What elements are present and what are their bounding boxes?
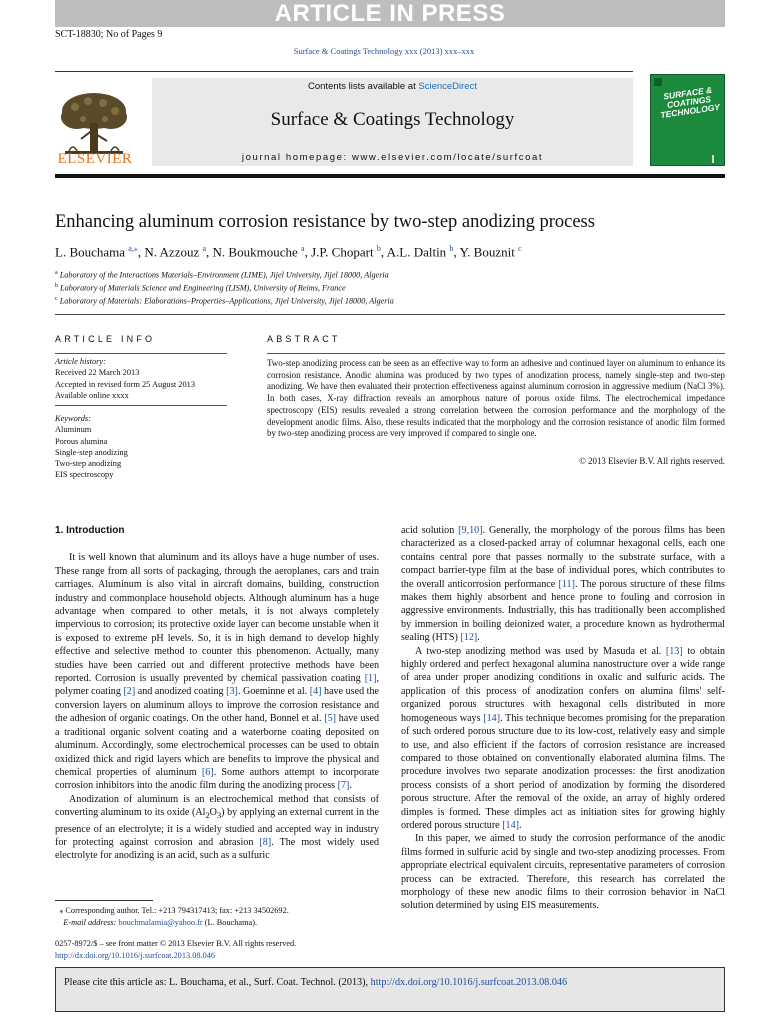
affiliation-text: Laboratory of Materials Science and Engineering (LISM), University of Reims, France (58, 283, 346, 293)
text-run: have used a traditional organic solvent coating and a waterborne coating deposited on aluminum. Accordingly, some electrochemical processes can be used to obtain oxidized thick and rigid layers which are benefits to improve the physical and chemical properties of aluminum (55, 713, 379, 778)
keyword-item: EIS spectroscopy (55, 470, 114, 480)
footnote-rule (55, 900, 153, 901)
affiliation-item (55, 268, 394, 281)
citation-link[interactable]: [14] (483, 712, 501, 724)
citation-link[interactable]: [9,10] (458, 525, 483, 536)
citation-link[interactable]: [7] (337, 780, 350, 792)
journal-reference (0, 46, 768, 56)
masthead-rule (55, 174, 725, 178)
citation-link[interactable]: [14] (502, 819, 520, 831)
text-run: ) by applying an external current in the presence of an electrolyte; it is a widely studied and accepted way in industry for protecting against corrosion and abrasion (55, 807, 379, 848)
article-info-rule (55, 353, 227, 354)
citation-link[interactable]: [4] (309, 686, 322, 698)
keyword-item: Porous alumina (55, 436, 108, 446)
author-name: N. Azzouz (144, 244, 200, 260)
author-name: J.P. Chopart (311, 244, 374, 260)
corresponding-author-footnote (55, 905, 289, 928)
text-run: acid solution (401, 525, 459, 536)
keyword-item: Aluminum (55, 425, 92, 435)
citation-link[interactable]: [1] (364, 673, 377, 685)
affiliation-text: Laboratory of Materials: Elaborations–Properties–Applications, Jijel University, Jijel 18000, Algeria (57, 297, 394, 307)
affiliation-text: Laboratory of the Interactions Materials–Environment (LIME), Jijel University, Jijel 18000, Algeria (57, 270, 389, 280)
text-run: . Generally, the morphology of the porous films has been characterized as a closed-packed array of columnar hexagonal cells, each one contains central pore that passes normally to the substrate surface, with a compact barrier-type film at the base of individual pores, which contributes to the overall anticorrosion performance (401, 525, 726, 590)
author-name: Y. Bouznit (459, 244, 515, 260)
issn-line: 0257-8972/$ – see front matter © 2013 Elsevier B.V. All rights reserved. (55, 939, 297, 948)
text-run: Anodization of aluminum is an electrochemical method that consists of converting aluminum to its oxide (Al (55, 793, 379, 819)
keyword-item: Two-step anodizing (55, 459, 122, 469)
author-name: L. Bouchama (55, 244, 126, 260)
citation-text: Please cite this article as: L. Bouchama, et al., Surf. Coat. Technol. (2013), (64, 977, 371, 988)
text-run: . The porous structure of these films makes them highly absorbent and hence prone to fouling and corrosion in aggressive environments. Industrially, this has traditionally been accomplished by immersion in boiling deionized water, a procedure known as hydrothermal sealing (HTS) (401, 578, 725, 644)
section-rule (55, 314, 725, 315)
contents-prefix: Contents lists available at (308, 81, 419, 92)
corresponding-line (55, 905, 289, 917)
author-affiliation-mark[interactable]: a (202, 244, 207, 253)
sciencedirect-link[interactable]: ScienceDirect (418, 81, 477, 92)
citation-link[interactable]: [6] (201, 766, 214, 778)
paragraph: In this paper, we aimed to study the corrosion performance of the anodic films formed in sulfuric acid by single and two-step anodizing processes. From appropriate electrical equivalent circuits, representative parameters of corrosion process can be extracted. Therefore, this research has correlated the morphology of these new anodic films to their corrosion behavior in NaCl solution determined by using EIS measurements. (401, 833, 725, 912)
history-label: Article history: (55, 357, 106, 366)
text-run: A two-step anodizing method was used by Masuda et al. (415, 645, 666, 657)
article-info-heading: ARTICLE INFO (55, 334, 156, 344)
citation-link[interactable]: [3] (226, 686, 238, 698)
contents-line (152, 81, 633, 92)
author-affiliation-mark[interactable]: a, (128, 244, 134, 253)
keywords-block (55, 413, 128, 481)
citation-link[interactable]: [2] (123, 686, 136, 698)
citation-link[interactable]: [8] (259, 836, 272, 848)
email-suffix: (L. Bouchama). (202, 917, 258, 927)
corresponding-author-mark[interactable]: ⁎ (133, 244, 138, 253)
text-run: . (349, 780, 352, 792)
citation-box (55, 967, 725, 1012)
article-id: SCT-18830; No of Pages 9 (55, 29, 163, 40)
journal-reference-link[interactable]: Surface & Coatings Technology xxx (2013) xxx–xxx (293, 46, 475, 56)
text-run: , polymer coating (55, 673, 379, 698)
journal-homepage[interactable]: journal homepage: www.elsevier.com/locate/surfcoat (241, 152, 544, 163)
online-date: Available online xxxx (55, 390, 129, 400)
abstract-text: Two-step anodizing process can be seen as an effective way to form an adhesive and continued layer on aluminum to enhance its corrosion resistance. Anodic alumina was produced by two types of anodization process, namely single-step and two-step anodizing. We have then evaluated their protection effectiveness against aluminum corrosion in aggressive medium (NaCl 3%). In both cases, X-ray diffraction reveals an amorphous nature of porous oxide films. The electrochemical impedance spectroscopy (EIS) results revealed a strong correlation between the corrosion performance and the morphology of the development anodic films. Also, these results indicated that the morphology and the corrosion resistance of anodic film formed by two-step anodizing process are very improved if compared to single one. (267, 358, 725, 439)
abstract-copyright: © 2013 Elsevier B.V. All rights reserved. (579, 456, 725, 466)
author-name: A.L. Daltin (386, 244, 447, 260)
banner-text: ARTICLE IN PRESS (274, 0, 506, 27)
article-title: Enhancing aluminum corrosion resistance by two-step anodizing process (55, 212, 595, 232)
section-heading-introduction: 1. Introduction (55, 525, 125, 536)
email-link[interactable]: bouchmalamia@yahoo.fr (118, 917, 203, 927)
author-affiliation-mark[interactable]: b (449, 244, 454, 253)
body-column-right (401, 524, 725, 913)
paragraph (401, 645, 725, 833)
affiliation-item (55, 281, 394, 294)
affiliation-mark: b (55, 283, 58, 290)
text-run: O (209, 807, 217, 819)
affiliation-item (55, 294, 394, 307)
keywords-label: Keywords: (55, 414, 91, 423)
email-label: E-mail address: (63, 917, 117, 927)
author-affiliation-mark[interactable]: b (376, 244, 381, 253)
paragraph (401, 524, 725, 645)
text-run: to obtain highly ordered and perfect hexagonal alumina nanostructure over a wide range of area under proper anodizing conditions in oxalic and sulfuric acids. The application of this process of anodization confers on alumina films' self-organized porous structures with hexagonal cells distributed in more homogeneous ways (401, 645, 725, 724)
email-line (55, 917, 289, 929)
article-history (55, 356, 195, 401)
text-run: . The most widely used electrolyte for anodizing is an acid, such as a sulfuric (55, 836, 379, 862)
citation-link[interactable]: [12] (460, 632, 478, 644)
citation-link[interactable]: [11] (558, 578, 575, 590)
affiliation-mark: c (55, 296, 58, 303)
paragraph (55, 793, 379, 863)
article-in-press-banner (55, 0, 725, 27)
text-run: . This technique becomes promising for the preparation of such ordered porous structure due to its low-cost, relatively easy and simple to use, and also efficient if the factors of corrosion resistance are increased compared to those obtained on conventionally elaborated alumina films. The procedure involves two separate anodization processes: the first anodization process consists of a short period of anodization by forming the disordered porous structure. After the removal of the oxide, an array of highly ordered dimples is formed. These dimples act as initiation sites for growing highly ordered porous structure (401, 712, 726, 831)
affiliation-list (55, 268, 394, 308)
text-run: and anodized coating (135, 686, 227, 698)
text-run: . (477, 632, 480, 644)
abstract-rule (267, 353, 725, 354)
text-run: . (519, 819, 522, 831)
cover-title: SURFACE & COATINGS TECHNOLOGY (659, 84, 721, 121)
paragraph (55, 551, 379, 792)
keywords-rule (55, 405, 227, 406)
revised-date: Accepted in revised form 25 August 2013 (55, 379, 196, 389)
received-date: Received 22 March 2013 (55, 368, 140, 378)
author-list: L. Bouchama $^{a,⁎}$, N. Azzouz $^a$, N. Boukmouche $^a$, J.P. Chopart $^b$, A.L. Daltin $^b$, Y. Bouznit $^c$ (55, 244, 522, 260)
abstract-heading: ABSTRACT (267, 334, 341, 344)
elsevier-wordmark: ELSEVIER (57, 151, 133, 167)
footnote-star: ⁎ (59, 906, 64, 915)
issn-block (55, 938, 296, 961)
author-affiliation-mark[interactable]: c (518, 244, 522, 253)
body-column-left (55, 524, 379, 863)
text-run: . Goeminne et al. (237, 686, 310, 698)
doi-link[interactable]: http://dx.doi.org/10.1016/j.surfcoat.2013.08.046 (55, 950, 216, 960)
subscript: 3 (216, 811, 222, 821)
journal-cover (650, 74, 725, 166)
text-run: have used the conversion layers on aluminum alloys to improve the corrosion resistance and the adhesion of organic coatings. On the other hand, Bonnel et al. (55, 686, 379, 725)
author-name: N. Boukmouche (212, 244, 298, 260)
journal-masthead (152, 78, 633, 166)
text-run: . Some authors attempt to incorporate corrosion inhibitors into the anodic film during the anodizing process (55, 766, 379, 792)
citation-doi-link[interactable]: http://dx.doi.org/10.1016/j.surfcoat.2013.08.046 (370, 977, 568, 988)
header-rule (55, 71, 633, 72)
citation-link[interactable]: [13] (665, 645, 683, 657)
affiliation-mark: a (55, 270, 58, 276)
corresponding-text: Corresponding author. Tel.: +213 794317413; fax: +213 34502692. (65, 906, 289, 915)
journal-name: Surface & Coatings Technology (270, 109, 515, 130)
subscript: 2 (205, 811, 210, 821)
text-run: It is well known that aluminum and its alloys have a huge number of uses. These range from all sorts of packaging, through the aeroplanes, cars and train carriages. Aluminum is also vital in aircraft domains, building, construction industry and commonplace household objects. Although aluminum has a huge advantage when compared to other metals, it is not always completely impervious to corrosion; its protective oxide layer can become unstable when it is exposed to extreme pH levels. So, it is in high demand to develop highly effective and selective method to counter this phenomenon. Actually, many studies have been carried out and different protective methods have been reported. Corrosion is usually prevented by chemical passivation coating (55, 552, 379, 685)
citation-link[interactable]: [5] (324, 713, 337, 725)
keyword-item: Single-step anodizing (55, 447, 128, 457)
author-affiliation-mark[interactable]: a (301, 244, 305, 253)
